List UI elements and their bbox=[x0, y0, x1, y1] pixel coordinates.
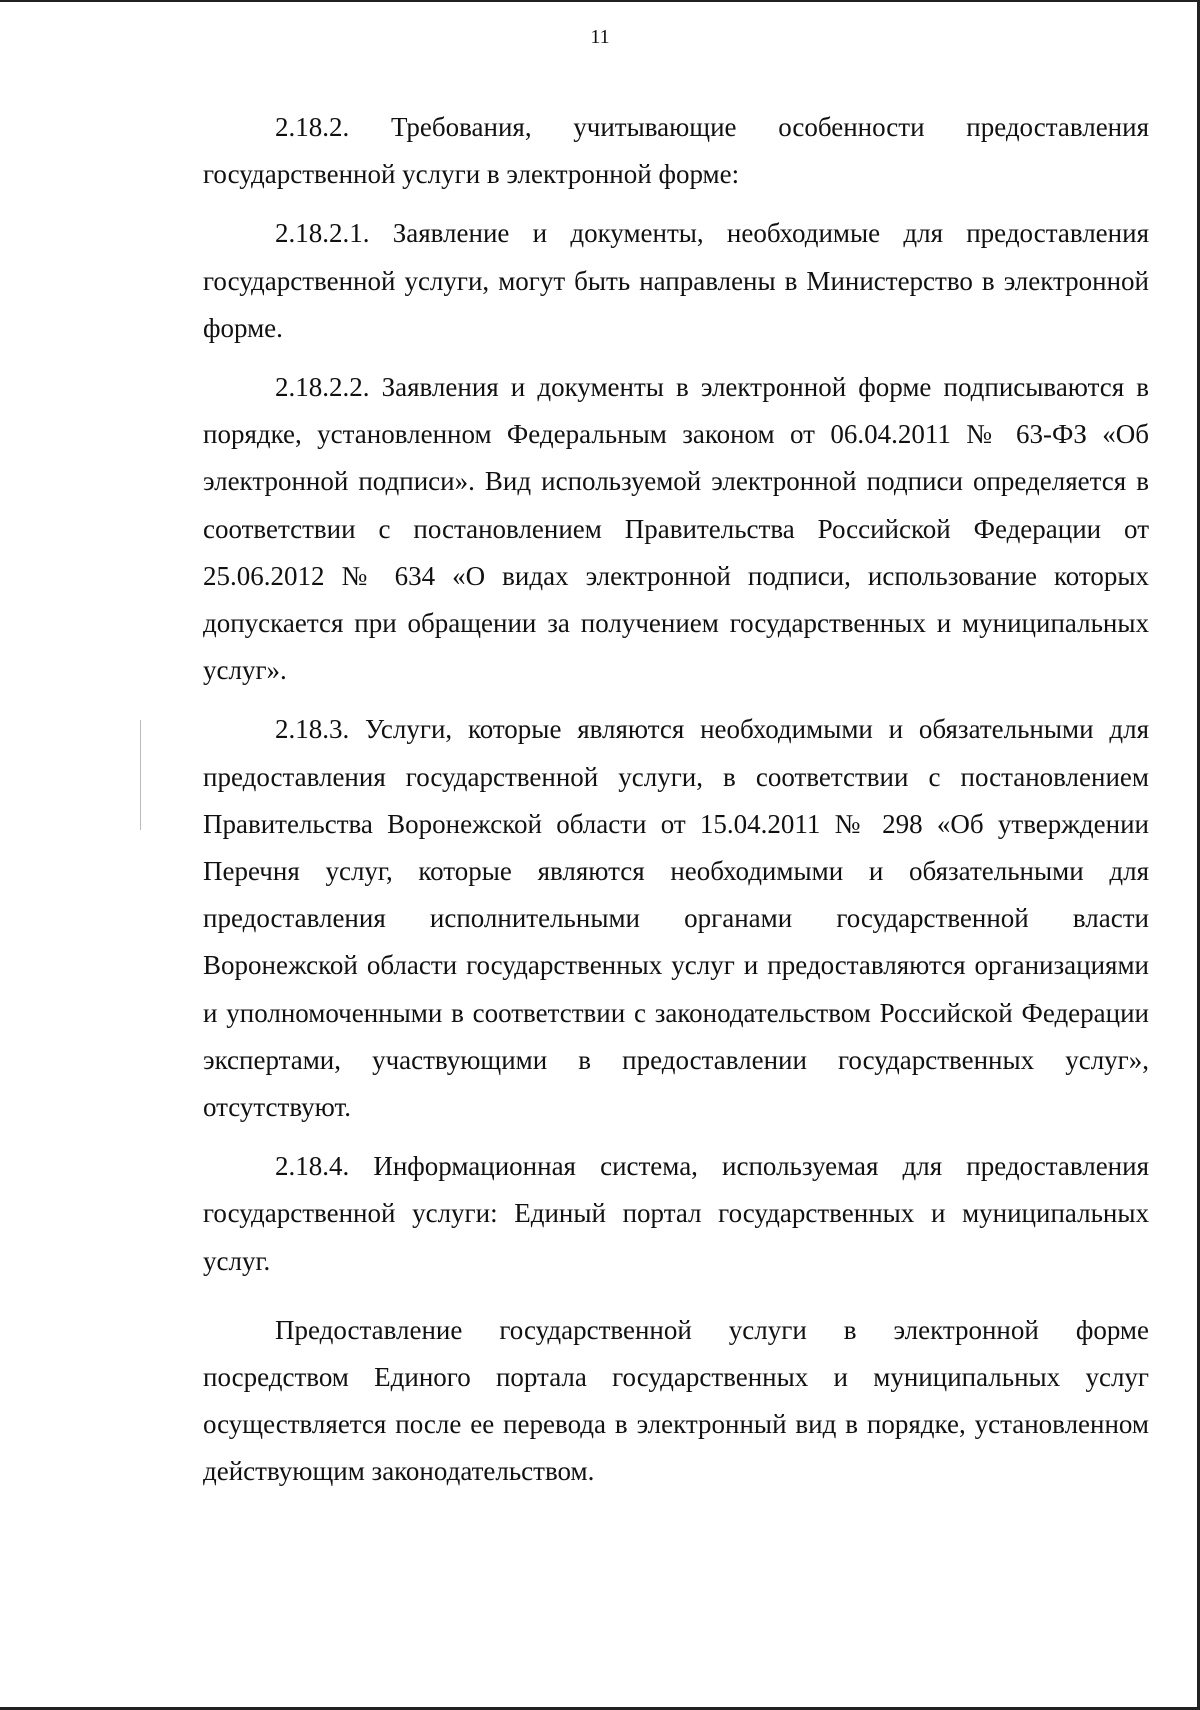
document-body bbox=[203, 104, 1149, 1496]
paragraph-2-18-2-1: 2.18.2.1. Заявление и документы, необходимые для предоставления государственной услуги, могут быть направлены в Министерство в электронной форме. bbox=[203, 218, 1149, 343]
paragraph-2-18-2-2: 2.18.2.2. Заявления и документы в электронной форме подписываются в порядке, установленном Федеральным законом от 06.04.2011 № 63-ФЗ «Об электронной подписи». Вид используемой электронной подписи определяется в соответствии с постановлением Правительства Российской Федерации от 25.06.2012 № 634 «О видах электронной подписи, использование которых допускается при обращении за получением государственных и муниципальных услуг». bbox=[203, 372, 1149, 686]
paragraph-2-18-3: 2.18.3. Услуги, которые являются необходимыми и обязательными для предоставления государственной услуги, в соответствии с постановлением Правительства Воронежской области от 15.04.2011 № 298 «Об утверждении Перечня услуг, которые являются необходимыми и обязательными для предоставления исполнительными органами государственной власти Воронежской области государственных услуг и предоставляются организациями и уполномоченными в соответствии с законодательством Российской Федерации экспертами, участвующими в предоставлении государственных услуг», отсутствуют. bbox=[203, 714, 1149, 1123]
paragraph-2-18-2: 2.18.2. Требования, учитывающие особенности предоставления государственной услуги в электронной форме: bbox=[203, 112, 1149, 190]
paragraph-2-18-4: 2.18.4. Информационная система, используемая для предоставления государственной услуги: Единый портал государственных и муниципальных услуг. bbox=[203, 1151, 1149, 1276]
page-number: 11 bbox=[590, 26, 610, 48]
scan-artifact-line bbox=[140, 720, 141, 830]
paragraph-epgu-note: Предоставление государственной услуги в электронной форме посредством Единого портала государственных и муниципальных услуг осуществляется после ее перевода в электронный вид в порядке, установленном действующим законодательством. bbox=[203, 1314, 1149, 1487]
